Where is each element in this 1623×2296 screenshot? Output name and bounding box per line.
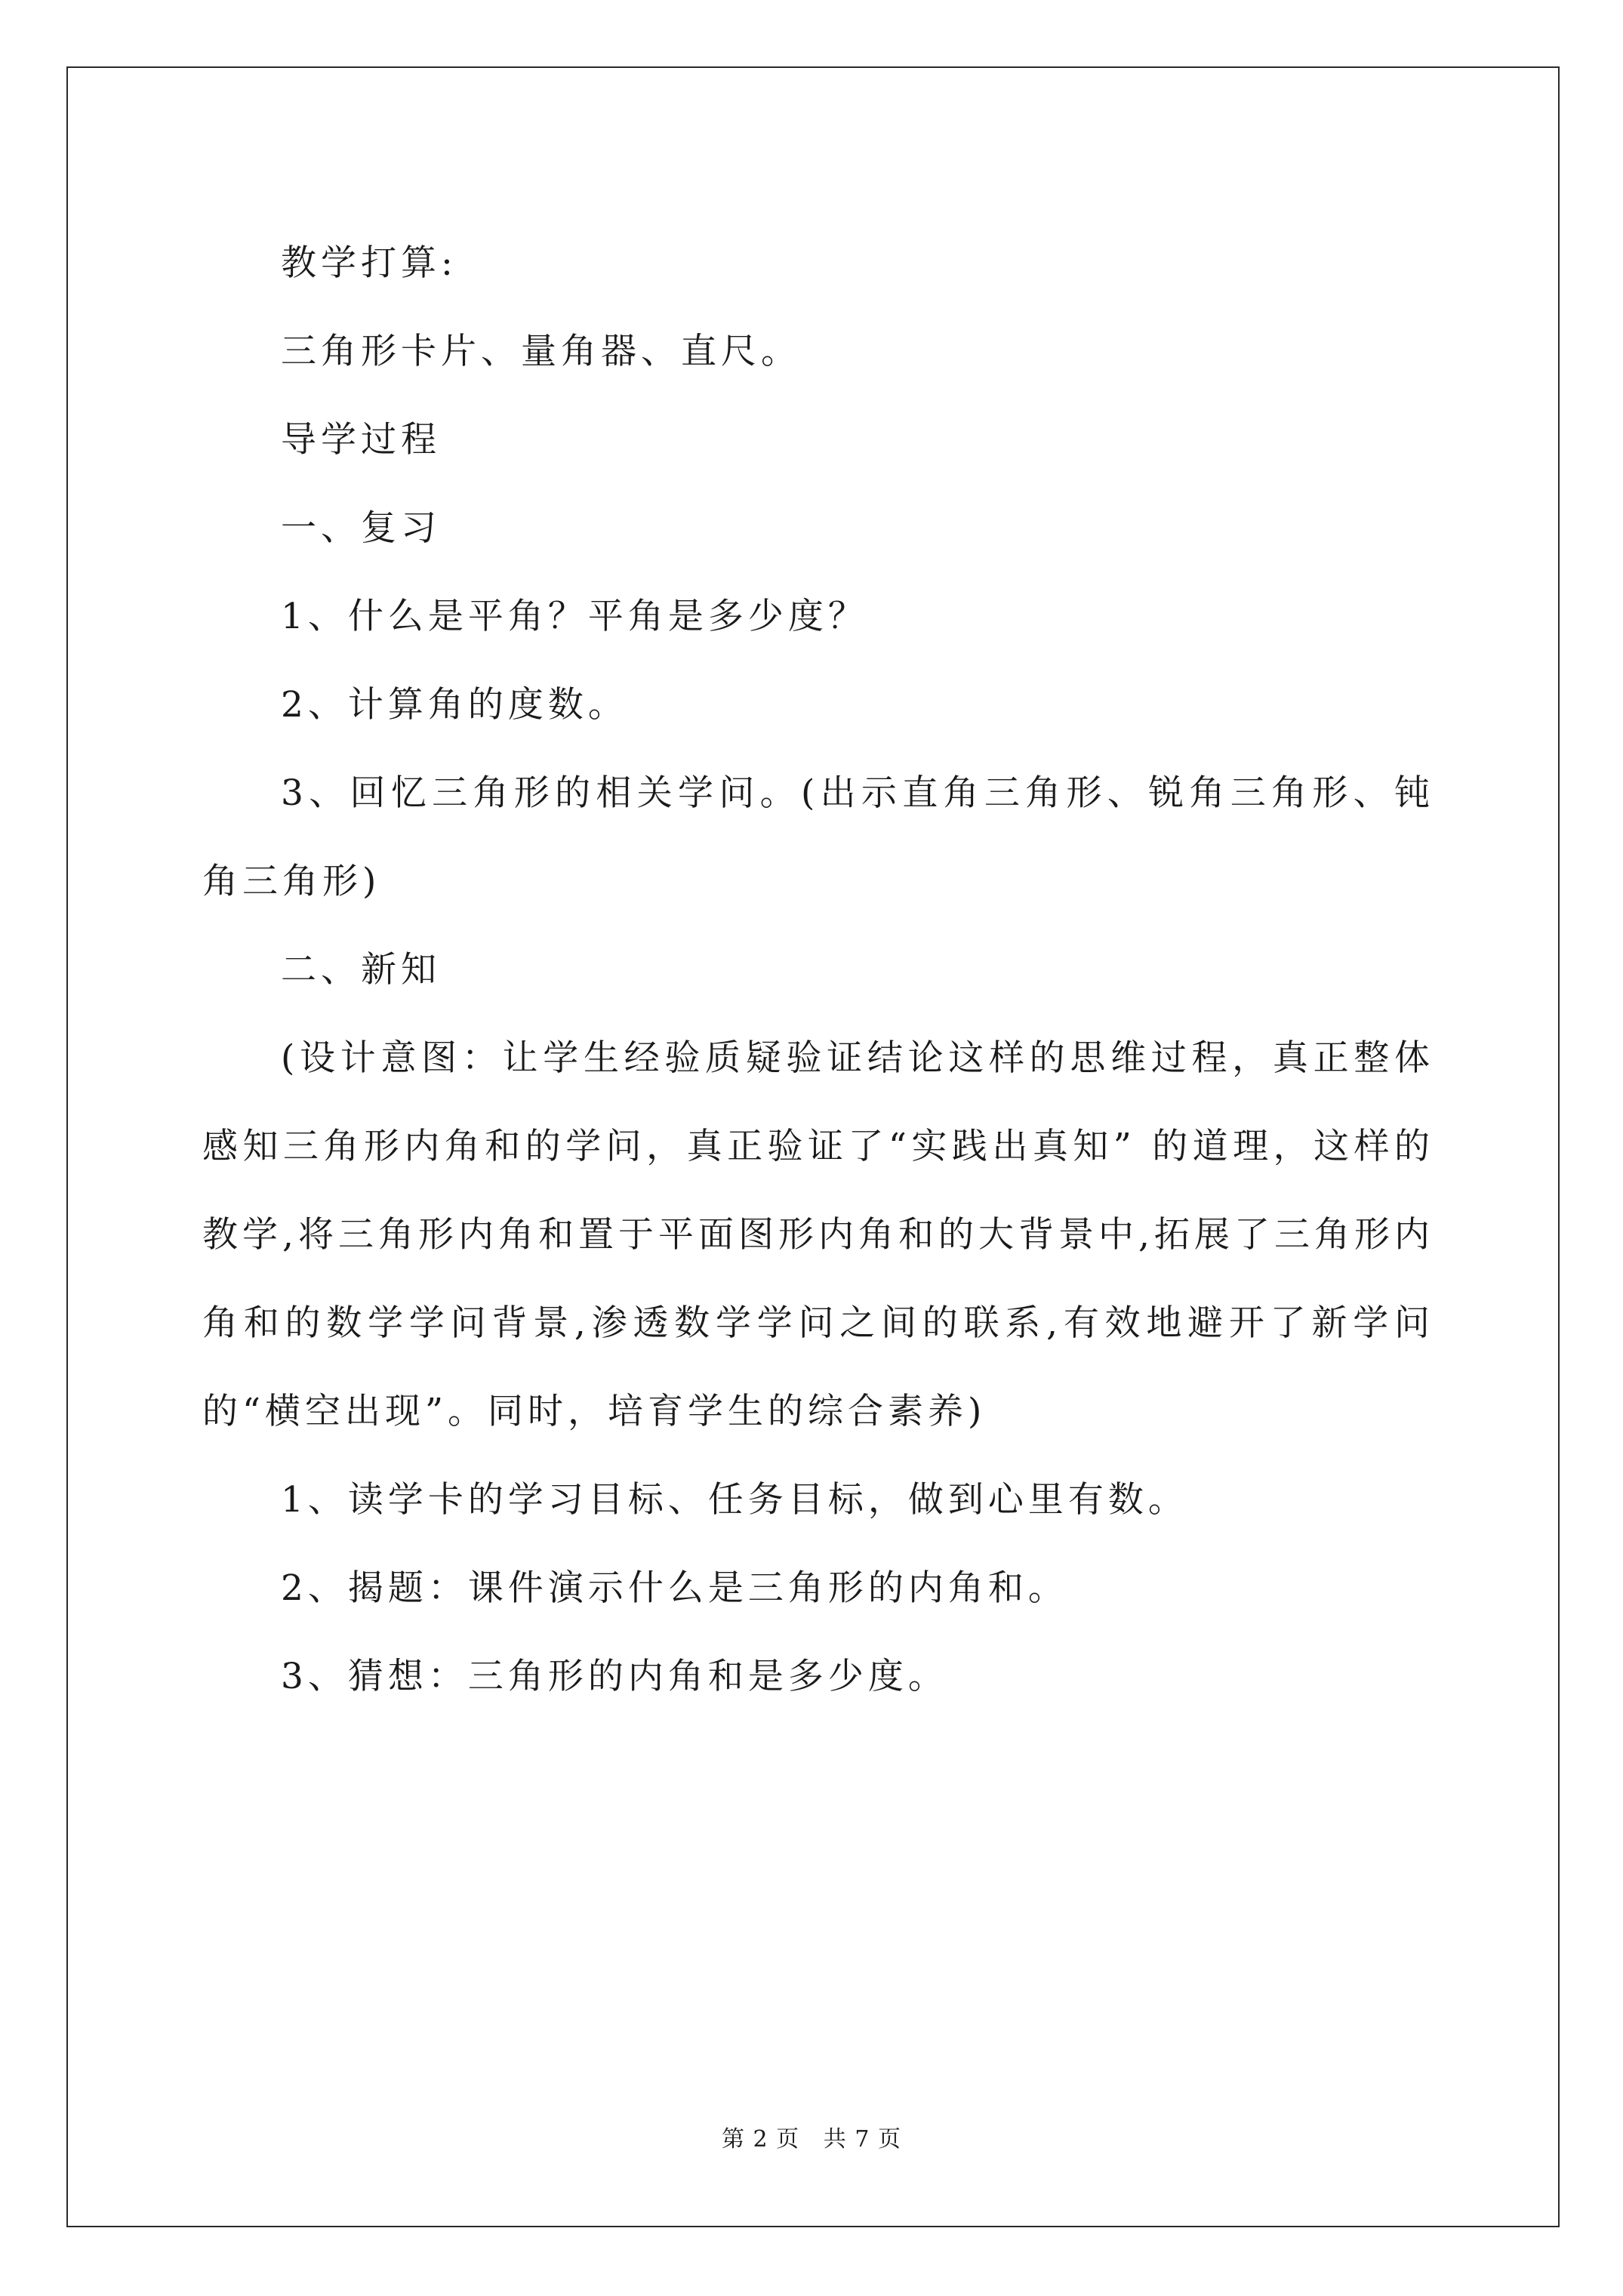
paragraph-design-intent: (设计意图：让学生经验质疑验证结论这样的思维过程，真正整体感知三角形内角和的学问，真正验证了“实践出真知” 的道理，这样的教学,将三角形内角和置于平面图形内角和的大背景中,拓展了三角形内角和的数学学问背景,渗透数学学问之间的联系,有效地避开了新学问的“横空出现”。同时，培育学生的综合素养): [202, 1037, 1434, 1432]
paragraph-step-2: 2、揭题：课件演示什么是三角形的内角和。: [281, 1567, 1068, 1609]
paragraph-review-item-2: 2、计算角的度数。: [281, 684, 628, 726]
paragraph-materials: 三角形卡片、量角器、直尺。: [281, 331, 801, 372]
document-body: [202, 219, 1434, 1721]
paragraph-review-item-1: 1、什么是平角？平角是多少度？: [281, 596, 868, 637]
page-footer: [0, 2120, 1623, 2153]
paragraph-review-item-3: 3、回忆三角形的相关学问。(出示直角三角形、锐角三角形、钝角三角形): [202, 772, 1434, 902]
page-total: 共 7 页: [823, 2126, 901, 2153]
paragraph-step-3: 3、猜想：三角形的内角和是多少度。: [281, 1656, 948, 1697]
paragraph-preparation-heading: 教学打算:: [281, 242, 457, 284]
page-number: 第 2 页: [722, 2126, 800, 2153]
paragraph-process-heading: 导学过程: [281, 419, 441, 461]
paragraph-review-heading: 一、复习: [281, 507, 441, 549]
paragraph-step-1: 1、读学卡的学习目标、任务目标，做到心里有数。: [281, 1479, 1188, 1521]
paragraph-new-knowledge-heading: 二、新知: [281, 949, 441, 991]
